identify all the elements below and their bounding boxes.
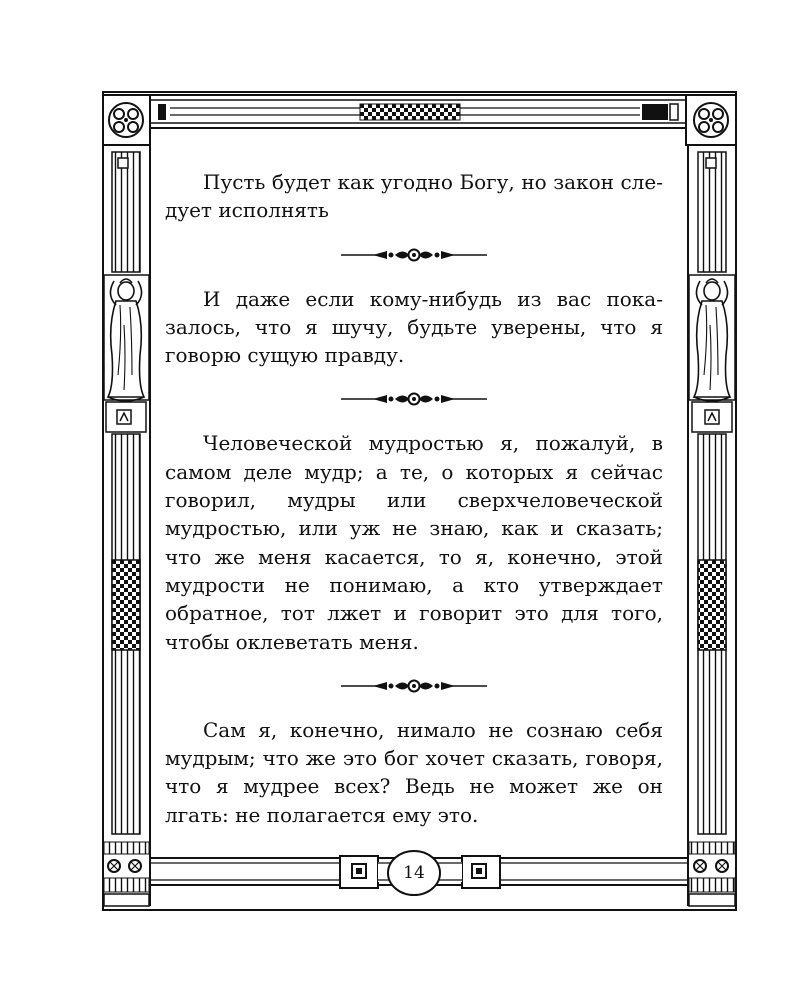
ornamental-fleuron-icon <box>339 390 489 408</box>
paragraph-3: Человеческой мудростью я, пожалуй, в самом деле мудр; а те, о которых я сейчас говорил, мудры или сверхчеловеческой мудростью, или уж не знаю, как и сказать; что же меня касается, то я, конечно, этой мудрости не понимаю, а кто утверждает обратное, тот лжет и говорит это для того, чтобы оклеветать меня. <box>165 431 663 654</box>
page-number: 14 <box>403 863 425 883</box>
ornamental-fleuron-icon <box>339 677 489 695</box>
paragraph-1: Пусть будет как угодно Богу, но закон следует исполнять <box>165 170 663 223</box>
page-text <box>165 168 663 829</box>
ornamental-divider <box>165 656 663 716</box>
ornamental-fleuron-icon <box>339 246 489 264</box>
paragraph-4: Сам я, конечно, нимало не сознаю себя мудрым; что же это бог хочет сказать, говоря, что я мудрее всех? Ведь не может же он лгать: не полагается ему это. <box>165 717 663 827</box>
ornamental-divider <box>165 225 663 285</box>
paragraph-2: И даже если кому-нибудь из вас показалось, что я шучу, будьте уверены, что я говорю сущую правду. <box>165 286 663 368</box>
ornamental-divider <box>165 369 663 429</box>
